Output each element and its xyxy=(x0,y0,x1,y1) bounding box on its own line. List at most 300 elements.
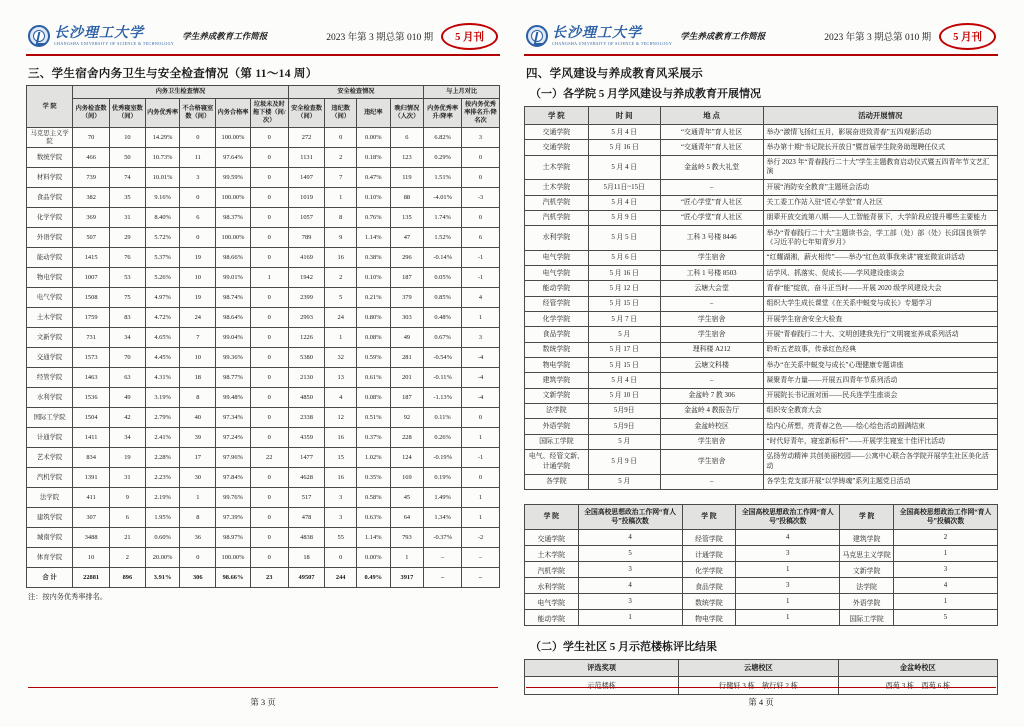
column-header: 按内务优秀率排名升/降名次 xyxy=(462,99,500,128)
table-cell: 0.51% xyxy=(356,408,390,428)
table-cell: 5 月 9 日 xyxy=(588,210,660,225)
table-cell: 国际工学院 xyxy=(840,610,894,626)
table-cell: 3 xyxy=(893,562,997,578)
table-cell: 4 xyxy=(578,530,682,546)
table-cell: 98.66% xyxy=(216,248,251,268)
table-cell: 50 xyxy=(110,148,146,168)
page-3 xyxy=(26,22,500,714)
table-cell: 0.26% xyxy=(424,428,462,448)
table-cell: 0.00% xyxy=(356,128,390,148)
table-cell: 经管学院 xyxy=(27,368,73,388)
table-cell: 1.74% xyxy=(424,208,462,228)
table-cell: 凝聚青年力量——开展五四青年节系列活动 xyxy=(763,373,997,388)
table-cell: 0 xyxy=(462,468,500,488)
table-cell: 0 xyxy=(325,548,357,568)
submissions-table-body xyxy=(525,530,998,626)
column-header: 违纪数（间） xyxy=(325,99,357,128)
table-cell: 0.63% xyxy=(356,508,390,528)
table-cell: 3 xyxy=(736,578,840,594)
table-cell: 各学生党支部开展“以学铸魂”系列主题党日活动 xyxy=(763,474,997,489)
table-cell: 1131 xyxy=(288,148,325,168)
table-cell: 6.82% xyxy=(424,128,462,148)
table-cell: 1 xyxy=(893,594,997,610)
table-row xyxy=(27,128,500,148)
table-cell: 0 xyxy=(250,188,288,208)
table-cell: 1007 xyxy=(73,268,110,288)
table-cell: 学生宿舍 xyxy=(660,449,763,474)
table-cell: 组织安全教育大会 xyxy=(763,403,997,418)
table-cell: 0 xyxy=(250,488,288,508)
table-row xyxy=(525,434,998,449)
table-cell: 0 xyxy=(250,528,288,548)
table-cell: 3.19% xyxy=(145,388,180,408)
table-cell: 8 xyxy=(180,508,216,528)
table-cell: 化学学院 xyxy=(525,312,589,327)
table-cell: 学生宿舍 xyxy=(660,327,763,342)
table-cell: 开展院长书记面对面——民兵连学生座谈会 xyxy=(763,388,997,403)
table-cell: 13 xyxy=(325,368,357,388)
table-cell: 云塘大会堂 xyxy=(660,281,763,296)
table-cell: 3 xyxy=(325,488,357,508)
table-cell: 电气、经管文新、计通学院 xyxy=(525,449,589,474)
submissions-table-header xyxy=(525,504,998,529)
table-cell: 382 xyxy=(73,188,110,208)
table-cell: 汽机学院 xyxy=(525,562,579,578)
column-header: 学 院 xyxy=(525,504,579,529)
column-header: 晚归情况（人次） xyxy=(390,99,424,128)
table-cell: 举办“激情飞扬红五月，影展奋进致青春”五四观影活动 xyxy=(763,125,997,140)
table-cell: 5 月 4 日 xyxy=(588,155,660,180)
table-cell: 1 xyxy=(462,428,500,448)
table-cell: 学生宿舍 xyxy=(660,250,763,265)
table-cell: 0 xyxy=(250,328,288,348)
table-cell: 34 xyxy=(110,428,146,448)
table-cell: -0.54% xyxy=(424,348,462,368)
table-cell: 97.34% xyxy=(216,408,251,428)
table-cell: 35 xyxy=(110,188,146,208)
table-cell: 城南学院 xyxy=(27,528,73,548)
table-cell: 交通学院 xyxy=(27,348,73,368)
table-cell: 绘内心所想，亮青春之色——绘心绘色活动圆满结束 xyxy=(763,419,997,434)
table-cell: 1508 xyxy=(73,288,110,308)
table-cell: “红耀湖湘，薪火相传”——举办“红色故事我来讲”寝室微宣讲活动 xyxy=(763,250,997,265)
table-cell: 21 xyxy=(110,528,146,548)
table-cell: 1.14% xyxy=(356,528,390,548)
table-cell: 8 xyxy=(180,388,216,408)
table-cell: 1 xyxy=(325,188,357,208)
table-cell: 1019 xyxy=(288,188,325,208)
table-cell: 材料学院 xyxy=(27,168,73,188)
table-cell: – xyxy=(424,548,462,568)
table-cell: 5 月 7 日 xyxy=(588,312,660,327)
column-header: 内务优秀率升/降率 xyxy=(424,99,462,128)
table-cell: 49507 xyxy=(288,568,325,588)
table-cell: 3 xyxy=(180,168,216,188)
table-cell: 10.73% xyxy=(145,148,180,168)
table-cell: 1 xyxy=(736,594,840,610)
table-cell: “匠心学堂”育人社区 xyxy=(660,210,763,225)
table-cell: 53 xyxy=(110,268,146,288)
table-cell: 244 xyxy=(325,568,357,588)
table-row xyxy=(27,408,500,428)
table-cell: 汽机学院 xyxy=(525,210,589,225)
table-cell: – xyxy=(660,373,763,388)
table-cell: 99.76% xyxy=(216,488,251,508)
table-cell: 0.61% xyxy=(356,368,390,388)
table-cell: 5 月 xyxy=(588,434,660,449)
column-header: 学 院 xyxy=(27,86,73,128)
table-cell: 0 xyxy=(250,308,288,328)
table-cell: 98.66% xyxy=(216,568,251,588)
table-row xyxy=(525,195,998,210)
table-cell: 169 xyxy=(390,468,424,488)
table-cell: 17 xyxy=(180,448,216,468)
table-cell: 6 xyxy=(180,208,216,228)
university-emblem-icon xyxy=(28,25,50,47)
table-cell: 1057 xyxy=(288,208,325,228)
activities-table-header xyxy=(525,107,998,125)
column-header: 违纪率 xyxy=(356,99,390,128)
table-cell: 聆听五老故事，传承红色经典 xyxy=(763,342,997,357)
table-cell: 5 月 17 日 xyxy=(588,342,660,357)
university-name-english: CHANGSHA UNIVERSITY OF SCIENCE & TECHNOLOGY xyxy=(54,40,175,46)
table-cell: 1 xyxy=(462,488,500,508)
table-row xyxy=(525,546,998,562)
table-cell: 0.59% xyxy=(356,348,390,368)
table-row xyxy=(525,180,998,195)
column-header: 全国高校思想政治工作网“育人号”投稿次数 xyxy=(893,504,997,529)
table-cell: 281 xyxy=(390,348,424,368)
group-header-comparison: 与上月对比 xyxy=(424,86,500,99)
table-cell: 99.36% xyxy=(216,348,251,368)
bulletin-title: 学生养成教育工作简报 xyxy=(680,31,766,41)
table-cell: -1 xyxy=(462,268,500,288)
group-header-hygiene: 内务卫生检查情况 xyxy=(73,86,288,99)
table-row xyxy=(525,530,998,546)
table-cell: 5 月 6 日 xyxy=(588,250,660,265)
table-cell: 国际工学院 xyxy=(27,408,73,428)
table-cell: -0.19% xyxy=(424,448,462,468)
table-cell: 834 xyxy=(73,448,110,468)
table-cell: 1497 xyxy=(288,168,325,188)
table-cell: 2338 xyxy=(288,408,325,428)
table-cell: 31 xyxy=(110,468,146,488)
table-cell: 0 xyxy=(462,208,500,228)
footer-divider xyxy=(526,687,996,688)
table-cell: 98.97% xyxy=(216,528,251,548)
table-cell: 5 月 15 日 xyxy=(588,296,660,311)
table-cell: -4 xyxy=(462,368,500,388)
table-cell: 6 xyxy=(390,128,424,148)
table-cell: 学生宿舍 xyxy=(660,434,763,449)
table-cell: 食品学院 xyxy=(525,327,589,342)
table-cell: 97.64% xyxy=(216,148,251,168)
column-header: 全国高校思想政治工作网“育人号”投稿次数 xyxy=(578,504,682,529)
table-cell: 4.97% xyxy=(145,288,180,308)
table-cell: 0.48% xyxy=(424,308,462,328)
table-cell: 4.45% xyxy=(145,348,180,368)
table-cell: 100.00% xyxy=(216,128,251,148)
table-row xyxy=(525,312,998,327)
table-cell: 6 xyxy=(110,508,146,528)
table-cell: 电气学院 xyxy=(27,288,73,308)
table-row xyxy=(525,125,998,140)
table-row xyxy=(525,296,998,311)
table-cell: 32 xyxy=(325,348,357,368)
table-cell: 1391 xyxy=(73,468,110,488)
table-row xyxy=(525,358,998,373)
table-cell: 201 xyxy=(390,368,424,388)
table-cell: 法学院 xyxy=(525,403,589,418)
table-cell: 0.67% xyxy=(424,328,462,348)
table-cell: 303 xyxy=(390,308,424,328)
table-cell: 0 xyxy=(180,128,216,148)
table-cell: 119 xyxy=(390,168,424,188)
university-name-english: CHANGSHA UNIVERSITY OF SCIENCE & TECHNOLOGY xyxy=(552,40,673,46)
table-cell: 19 xyxy=(180,248,216,268)
table-cell: “匠心学堂”育人社区 xyxy=(660,195,763,210)
table-cell: “交通青年”育人社区 xyxy=(660,140,763,155)
table-cell: 76 xyxy=(110,248,146,268)
table-cell: 2.23% xyxy=(145,468,180,488)
table-row xyxy=(27,188,500,208)
table-cell: 1 xyxy=(736,562,840,578)
table-cell: 话学风、抓落实、促成长——学风建设座谈会 xyxy=(763,266,997,281)
table-row xyxy=(525,677,998,695)
table-cell: 0 xyxy=(250,508,288,528)
table-cell: 0 xyxy=(180,188,216,208)
column-header: 金盆岭校区 xyxy=(838,660,997,677)
table-cell: 3.91% xyxy=(145,568,180,588)
table-cell: 建筑学院 xyxy=(525,373,589,388)
table-cell: 2.41% xyxy=(145,428,180,448)
table-cell: 电气学院 xyxy=(525,266,589,281)
table-cell: 计通学院 xyxy=(682,546,736,562)
table-cell: 土木学院 xyxy=(525,546,579,562)
table-cell: 1 xyxy=(462,508,500,528)
table-cell: 135 xyxy=(390,208,424,228)
demo-buildings-table-body xyxy=(525,677,998,695)
table-cell: 3 xyxy=(578,594,682,610)
table-cell: 5 月 12 日 xyxy=(588,281,660,296)
table-cell: 296 xyxy=(390,248,424,268)
table-cell: 9 xyxy=(110,488,146,508)
table-cell: 100.00% xyxy=(216,228,251,248)
table-cell: 0.21% xyxy=(356,288,390,308)
table-cell: 0 xyxy=(250,228,288,248)
table-cell: 4 xyxy=(893,578,997,594)
table-cell: 739 xyxy=(73,168,110,188)
table-cell: 83 xyxy=(110,308,146,328)
table-cell: 49 xyxy=(110,388,146,408)
table-cell: 507 xyxy=(73,228,110,248)
table-cell: 0 xyxy=(250,168,288,188)
issue-number: 2023 年第 3 期总第 010 期 xyxy=(824,33,932,43)
table-cell: 63 xyxy=(110,368,146,388)
table-cell: 0 xyxy=(250,408,288,428)
table-cell: 0 xyxy=(180,548,216,568)
table-cell: 11 xyxy=(180,148,216,168)
table-row xyxy=(525,594,998,610)
table-cell: 开展“消防安全教育”主题班会活动 xyxy=(763,180,997,195)
table-cell: 弘扬劳动精神 共创美丽校园——公寓中心联合各学院开展学生社区美化活动 xyxy=(763,449,997,474)
table-cell: 理科楼 A212 xyxy=(660,342,763,357)
table-row xyxy=(525,281,998,296)
demo-buildings-table xyxy=(524,659,998,695)
table-cell: 0.80% xyxy=(356,308,390,328)
table-cell: 40 xyxy=(180,408,216,428)
table-cell: 1.34% xyxy=(424,508,462,528)
table-cell: 外语学院 xyxy=(525,419,589,434)
table-cell: 5 月 xyxy=(588,474,660,489)
table-cell: 5.72% xyxy=(145,228,180,248)
table-cell: -1 xyxy=(462,248,500,268)
table-cell: 4 xyxy=(462,288,500,308)
table-cell: 8.40% xyxy=(145,208,180,228)
table-cell: 能动学院 xyxy=(27,248,73,268)
table-cell: 0.10% xyxy=(356,268,390,288)
table-cell: 4.72% xyxy=(145,308,180,328)
table-cell: 0.85% xyxy=(424,288,462,308)
column-header: 地 点 xyxy=(660,107,763,125)
table-cell: 30 xyxy=(180,468,216,488)
table-cell: 水利学院 xyxy=(525,578,579,594)
table-cell: 1536 xyxy=(73,388,110,408)
table-cell: -4 xyxy=(462,348,500,368)
table-cell: 0.19% xyxy=(424,468,462,488)
table-cell: 电气学院 xyxy=(525,594,579,610)
university-name: 长沙理工大学 xyxy=(552,25,642,41)
table-cell: 98.64% xyxy=(216,308,251,328)
table-cell: 18 xyxy=(288,548,325,568)
table-cell: 3 xyxy=(736,546,840,562)
table-cell: 15 xyxy=(325,448,357,468)
table-row xyxy=(525,373,998,388)
table-cell: 0 xyxy=(250,208,288,228)
table-cell: 土木学院 xyxy=(27,308,73,328)
table-cell: 3 xyxy=(325,508,357,528)
table-cell: 0.49% xyxy=(356,568,390,588)
table-cell: 379 xyxy=(390,288,424,308)
table-cell: 10 xyxy=(110,128,146,148)
table-cell: 307 xyxy=(73,508,110,528)
table-cell: 0.00% xyxy=(356,548,390,568)
table-row xyxy=(27,428,500,448)
table-cell: 19 xyxy=(110,448,146,468)
table-cell: 外语学院 xyxy=(840,594,894,610)
table-row xyxy=(525,210,998,225)
table-row xyxy=(525,266,998,281)
university-logo xyxy=(28,25,174,47)
table-cell: 文新学院 xyxy=(27,328,73,348)
table-cell: 开展“青春践行二十大、文明创建我先行”文明寝室养成系列活动 xyxy=(763,327,997,342)
table-cell: 5 xyxy=(578,546,682,562)
table-cell: 1477 xyxy=(288,448,325,468)
table-cell: 29 xyxy=(110,228,146,248)
column-header: 优秀寝室数（间） xyxy=(110,99,146,128)
table-cell: 4 xyxy=(736,530,840,546)
table-cell: 1759 xyxy=(73,308,110,328)
table-cell: 22 xyxy=(250,448,288,468)
table-row xyxy=(525,250,998,265)
table-row xyxy=(27,208,500,228)
table-cell: 1 xyxy=(462,308,500,328)
table-cell: 42 xyxy=(110,408,146,428)
column-header: 不合格寝室数（间） xyxy=(180,99,216,128)
table-cell: 食品学院 xyxy=(27,188,73,208)
table-cell: 建筑学院 xyxy=(27,508,73,528)
table-cell: 4850 xyxy=(288,388,325,408)
table-cell: 举办“在关系中蜕变与成长”心理健康专题讲座 xyxy=(763,358,997,373)
table-cell: 7 xyxy=(180,328,216,348)
table-cell: 化学学院 xyxy=(27,208,73,228)
column-header: 内务合格率 xyxy=(216,99,251,128)
table-cell: 731 xyxy=(73,328,110,348)
table-cell: 5 月 16 日 xyxy=(588,266,660,281)
table-cell: 98.74% xyxy=(216,288,251,308)
table-cell: 5 月 15 日 xyxy=(588,358,660,373)
submissions-table xyxy=(524,504,998,626)
table-row xyxy=(525,140,998,155)
table-cell: 4838 xyxy=(288,528,325,548)
table-cell: 0 xyxy=(250,348,288,368)
table-cell: 14.29% xyxy=(145,128,180,148)
table-cell: 体育学院 xyxy=(27,548,73,568)
table-cell: 开展学生宿舍安全大检查 xyxy=(763,312,997,327)
column-header: 全国高校思想政治工作网“育人号”投稿次数 xyxy=(736,504,840,529)
table-cell: -4.01% xyxy=(424,188,462,208)
table-cell: – xyxy=(424,568,462,588)
table-cell: 0.08% xyxy=(356,328,390,348)
inspection-table xyxy=(26,85,500,588)
table-cell: -0.14% xyxy=(424,248,462,268)
table-row xyxy=(525,226,998,251)
table-cell: 0 xyxy=(250,428,288,448)
table-cell: 88 xyxy=(390,188,424,208)
table-cell: 举办“青春践行二十大”主题读书会，学工部（处）部（处）长邱国良领学《习近平的七年知青岁月》 xyxy=(763,226,997,251)
table-cell: 47 xyxy=(390,228,424,248)
table-cell: 艺术学院 xyxy=(27,448,73,468)
table-cell: 0 xyxy=(250,368,288,388)
table-cell: 0.35% xyxy=(356,468,390,488)
table-cell: 18 xyxy=(180,368,216,388)
table-cell: 5 月 5 日 xyxy=(588,226,660,251)
table-cell: – xyxy=(660,296,763,311)
table-cell: 物电学院 xyxy=(682,610,736,626)
table-cell: 2 xyxy=(325,268,357,288)
activities-table xyxy=(524,106,998,490)
table-cell: 2993 xyxy=(288,308,325,328)
table-cell: 0.10% xyxy=(356,188,390,208)
table-cell: 汽机学院 xyxy=(27,468,73,488)
table-cell: 朋辈开放交流第八期——人工智能背景下，大学阶段应提升哪些主要能力 xyxy=(763,210,997,225)
table-cell: 土木学院 xyxy=(525,155,589,180)
table-row xyxy=(525,403,998,418)
table-cell: 马克思主义学院 xyxy=(27,128,73,148)
table-cell: 2.19% xyxy=(145,488,180,508)
table-cell: 1 xyxy=(180,488,216,508)
table-cell: 5 月 4 日 xyxy=(588,125,660,140)
table-cell: 0.08% xyxy=(356,388,390,408)
table-cell: 5月9日 xyxy=(588,403,660,418)
column-header: 学 院 xyxy=(682,504,736,529)
table-row xyxy=(27,548,500,568)
table-cell: 124 xyxy=(390,448,424,468)
table-cell: 24 xyxy=(325,308,357,328)
table-row xyxy=(525,155,998,180)
table-row xyxy=(27,388,500,408)
table-cell: 数统学院 xyxy=(682,594,736,610)
